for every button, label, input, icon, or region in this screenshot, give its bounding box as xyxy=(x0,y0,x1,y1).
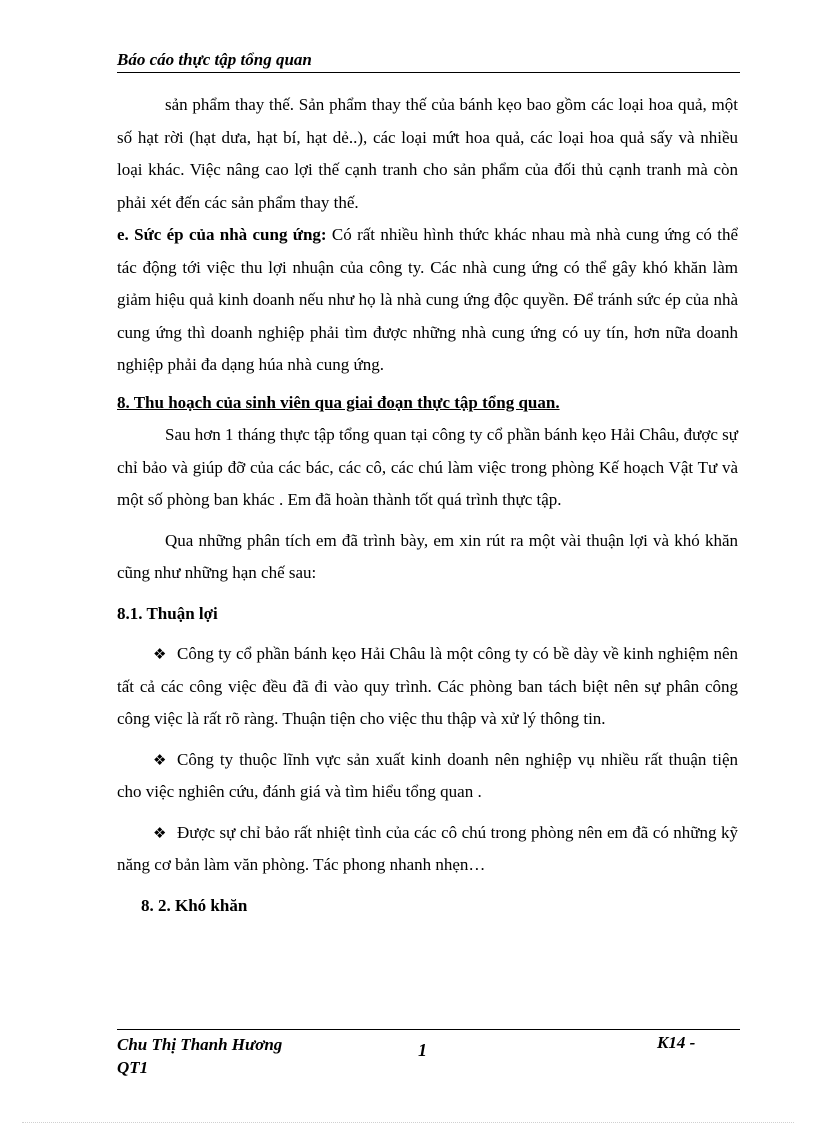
bullet-item xyxy=(117,638,738,736)
page-number: 1 xyxy=(418,1040,427,1060)
section-8-2-heading: 8. 2. Khó khăn xyxy=(141,895,248,915)
header-rule xyxy=(117,72,740,73)
bullet-item xyxy=(117,817,738,882)
diamond-bullet-icon: ❖ xyxy=(153,645,167,663)
footer-rule xyxy=(117,1029,740,1030)
section-8-1-heading: 8.1. Thuận lợi xyxy=(117,603,218,623)
footer-class-code: K14 - xyxy=(657,1033,696,1052)
footer-author-class: QT1 xyxy=(117,1058,149,1077)
section-8-heading: 8. Thu hoạch của sinh viên qua giai đoạn thực tập tổng quan. xyxy=(117,392,560,412)
footer-author-name: Chu Thị Thanh Hương xyxy=(117,1035,283,1054)
bullet-item xyxy=(117,744,738,809)
diamond-bullet-icon: ❖ xyxy=(153,750,167,769)
supplier-pressure-label: e. Sức ép của nhà cung ứng: xyxy=(117,225,327,244)
bullet-text: Công ty cổ phần bánh kẹo Hải Châu là một công ty có bề dày về kinh nghiệm nên tất cả các công việc đều đã đi vào quy trình. Các phòng ban tách biệt nên sự phân công công việc là rất rõ ràng. Thuận tiện cho việc thu thập và xử lý thông tin. xyxy=(117,644,738,728)
paragraph-internship-summary: Sau hơn 1 tháng thực tập tổng quan tại công ty cổ phần bánh kẹo Hải Châu, được sự chỉ bảo và giúp đỡ của các bác, các cô, các chú làm việc trong phòng Kế hoạch Vật Tư và một số phòng ban khác . Em đã hoàn thành tốt quá trình thực tập. xyxy=(117,425,738,509)
footer-author xyxy=(117,1033,282,1079)
page-content xyxy=(117,89,738,922)
bullet-text: Được sự chỉ bảo rất nhiệt tình của các cô chú trong phòng nên em đã có những kỹ năng cơ bản làm văn phòng. Tác phong nhanh nhẹn… xyxy=(117,822,738,874)
supplier-pressure-text: Có rất nhiều hình thức khác nhau mà nhà cung ứng có thể tác động tới việc thu lợi nhuận của công ty. Các nhà cung ứng có thể gây khó khăn làm giảm hiệu quả kinh doanh nếu như họ là nhà cung ứng độc quyền. Để tránh sức ép của nhà cung ứng thì doanh nghiệp phải tìm được những nhà cung ứng có uy tín, hơn nữa doanh nghiệp phải đa dạng húa nhà cung ứng. xyxy=(117,225,738,374)
paragraph-analysis-intro: Qua những phân tích em đã trình bày, em xin rút ra một vài thuận lợi và khó khăn cũng như những hạn chế sau: xyxy=(117,530,738,582)
diamond-bullet-icon: ❖ xyxy=(153,823,167,842)
header-title: Báo cáo thực tập tổng quan xyxy=(117,50,312,69)
bullet-text: Công ty thuộc lĩnh vực sản xuất kinh doanh nên nghiệp vụ nhiều rất thuận tiện cho việc nghiên cứu, đánh giá và tìm hiểu tổng quan . xyxy=(117,749,738,801)
paragraph-supplier-pressure xyxy=(117,219,738,382)
paragraph-substitutes: sản phẩm thay thế. Sản phẩm thay thế của bánh kẹo bao gồm các loại hoa quả, một số hạt rời (hạt dưa, hạt bí, hạt dẻ..), các loại mứt hoa quả, các loại hoa quả sấy và nhiều loại khác. Việc nâng cao lợi thế cạnh tranh cho sản phẩm của đối thủ cạnh tranh mà còn phải xét đến các sản phẩm thay thế. xyxy=(117,95,738,212)
